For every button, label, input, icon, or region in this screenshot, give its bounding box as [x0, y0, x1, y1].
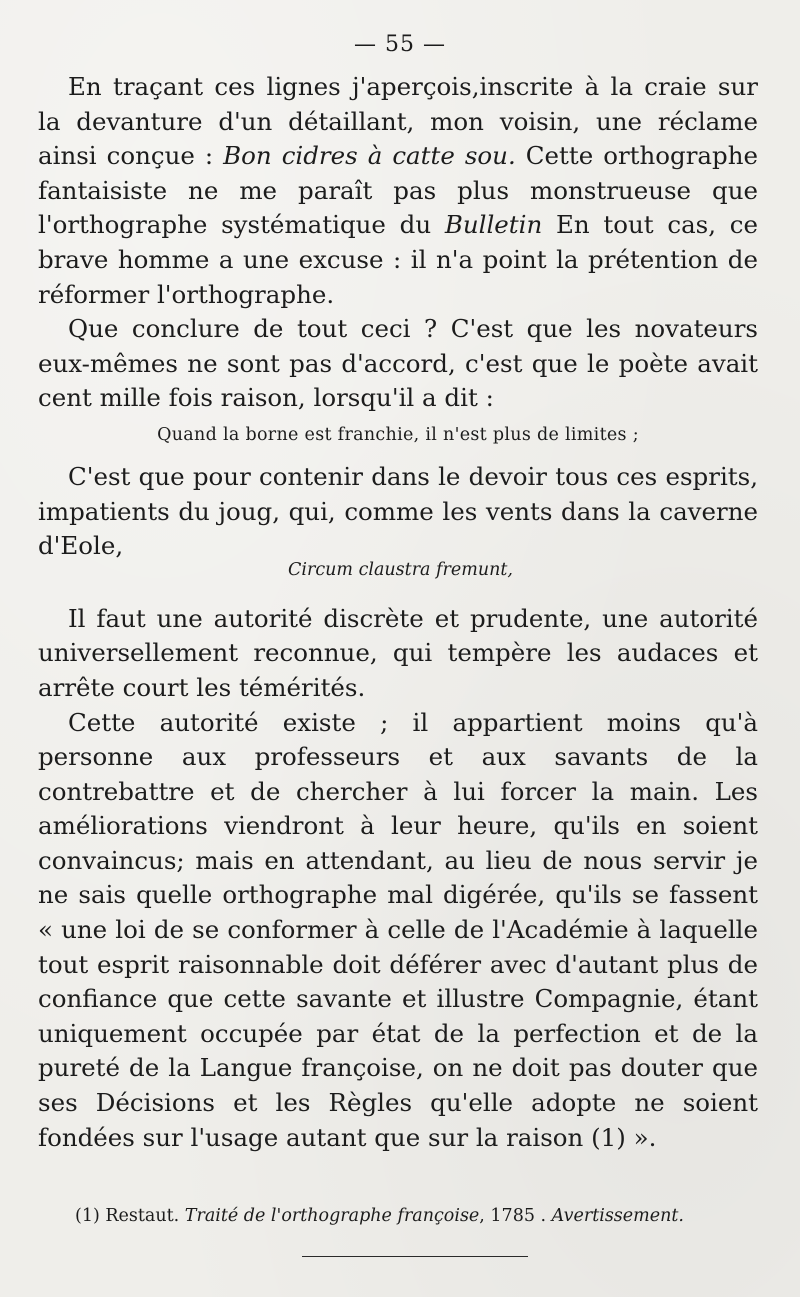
paragraph-1: [38, 70, 758, 312]
paragraph-1-part-c: En tout cas, ce brave homme a une excuse : il n'a point la prétention de réformer l'orthographe.: [38, 210, 758, 309]
verse-quote: Quand la borne est franchie, il n'est plus de limites ;: [157, 424, 639, 445]
footnote-year: , 1785 .: [479, 1206, 552, 1226]
paragraph-3: C'est que pour contenir dans le devoir tous ces esprits, impatients du joug, qui, comme les vents dans la caverne d'Eole,: [38, 461, 758, 561]
page-number: — 55 —: [354, 32, 446, 57]
footnote-author: Restaut.: [99, 1206, 185, 1226]
paragraph-1-part-b: Cette orthographe fantaisiste ne me paraît pas plus monstrueuse que l'orthographe systématique du: [38, 141, 758, 240]
footnote-title: Traité de l'orthographe françoise: [184, 1206, 480, 1226]
paragraph-1-italic-bulletin: Bulletin: [444, 210, 543, 240]
paragraph-4: Il faut une autorité discrète et prudente, une autorité universellement reconnue, qui tempère les audaces et arrête court les témérités.: [38, 603, 758, 702]
paragraph-2: Que conclure de tout ceci ? C'est que les novateurs eux-mêmes ne sont pas d'accord, c'est que le poète avait cent mille fois raison, lorsqu'il a dit :: [38, 314, 758, 413]
paragraph-1-italic-quote: Bon cidres à catte sou.: [223, 141, 516, 171]
paragraph-1-part-a: En traçant ces lignes j'aperçois,inscrite à la craie sur la devanture d'un détaillant, mon voisin, une réclame ainsi conçue :: [38, 72, 758, 171]
footnote-section: Avertissement.: [551, 1206, 684, 1226]
footnote-number: (1): [75, 1206, 100, 1226]
paragraph-5: Cette autorité existe ; il appartient moins qu'à personne aux professeurs et aux savants de la contrebattre et de chercher à lui forcer la main. Les améliorations viendront à leur heure, qu'ils en soient convaincus; mais en attendant, au lieu de nous servir je ne sais quelle orthographe mal digérée, qu'ils se fassent « une loi de se conformer à celle de l'Académie à laquelle tout esprit raisonnable doit déférer avec d'autant plus de confiance que cette savante et illustre Compagnie, étant uniquement occupée par état de la perfection et de la pureté de la Langue françoise, on ne doit pas douter que ses Décisions et les Règles qu'elle adopte ne soient fondées sur l'usage autant que sur la raison (1) ».: [38, 707, 758, 1152]
end-rule: [302, 1256, 528, 1257]
footnote: [75, 1204, 765, 1228]
body-text: [38, 70, 758, 1155]
latin-quote: Circum claustra fremunt,: [288, 559, 513, 580]
